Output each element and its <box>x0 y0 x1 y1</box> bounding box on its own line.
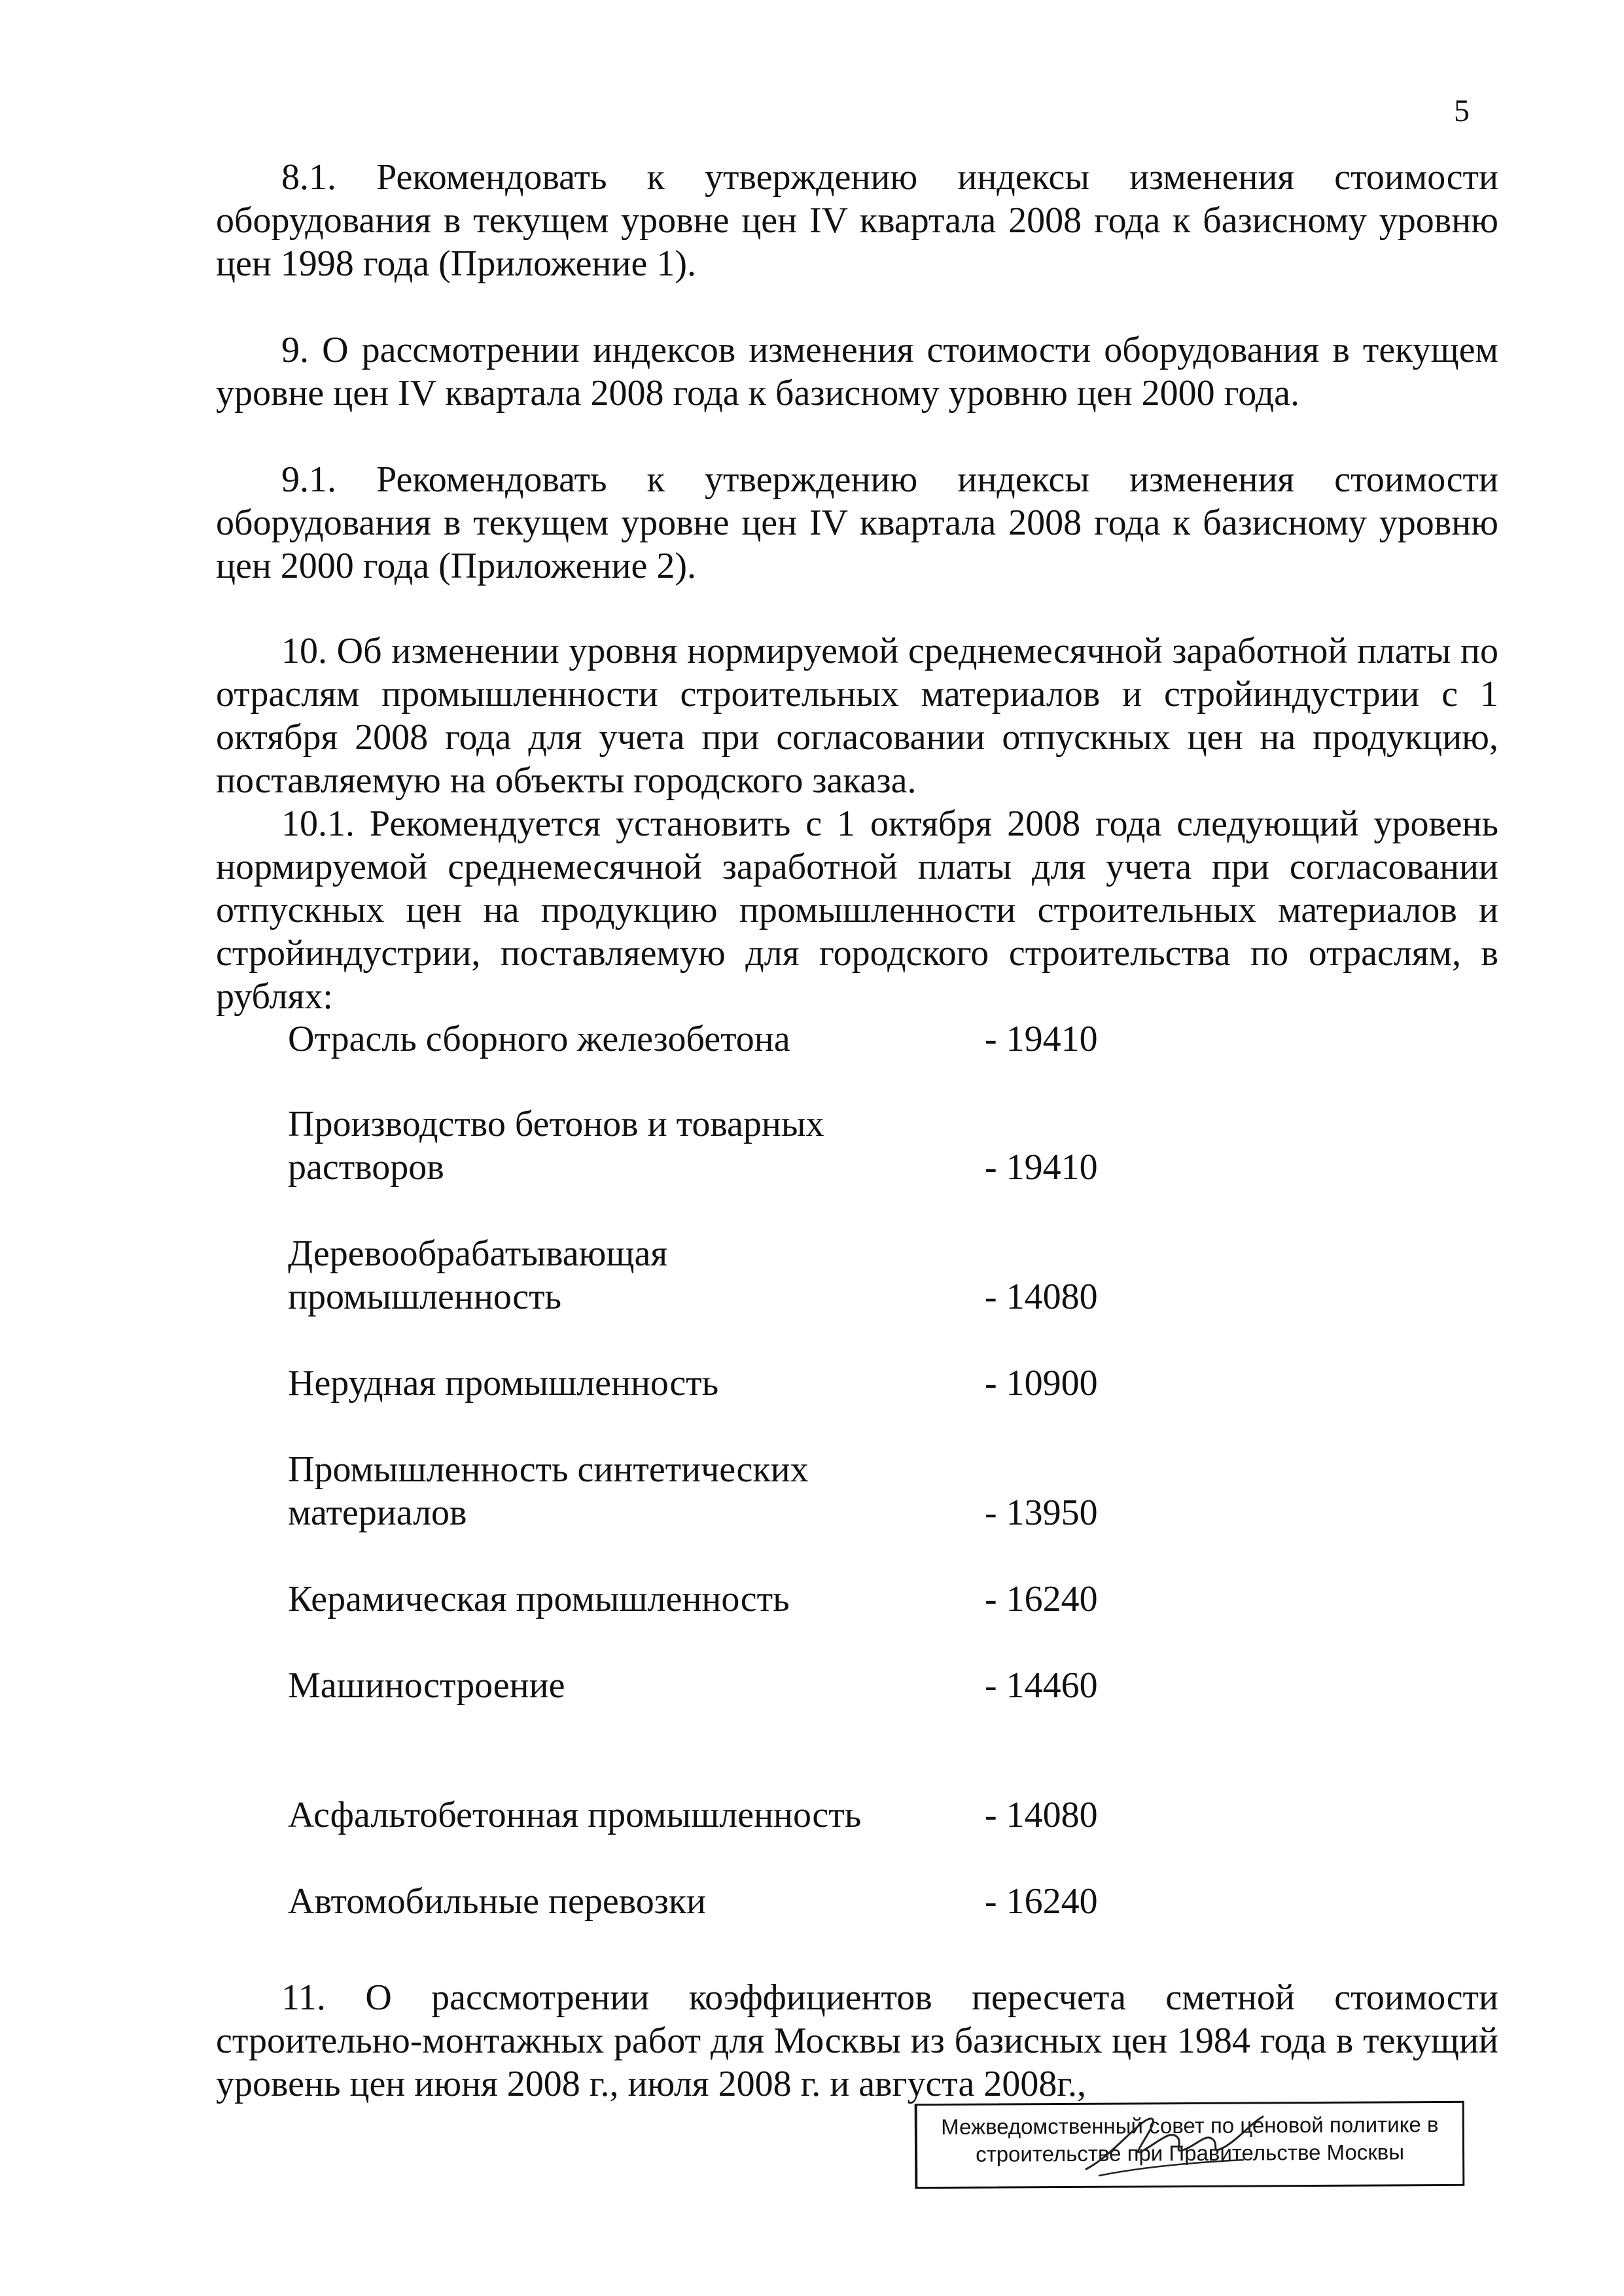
wage-industry: Машиностроение <box>288 1665 565 1706</box>
wage-row <box>288 1103 1204 1189</box>
wage-amount: - 14460 <box>985 1665 1098 1706</box>
wage-industry: Автомобильные перевозки <box>288 1881 707 1922</box>
wage-row <box>288 1232 1204 1318</box>
wage-row <box>288 1017 1204 1061</box>
paragraph-8-1: 8.1. Рекомендовать к утверждению индексы изменения стоимости оборудования в текущем уровне цен IV квартала 2008 года к базисному уровню цен 1998 года (Приложение 1). <box>216 157 1498 284</box>
wage-industry: Деревообрабатывающая промышленность <box>288 1233 668 1317</box>
stamp-line-1: Межведомственный совет по ценовой политике в <box>941 2112 1439 2139</box>
wage-amount: - 19410 <box>985 1019 1098 1059</box>
paragraph-10: 10. Об изменении уровня нормируемой среднемесячной заработной платы по отраслям промышленности строительных материалов и стройиндустрии с 1 октября 2008 года для учета при согласовании отпускных цен на продукцию, поставляемую на объекты городского заказа. <box>216 631 1498 801</box>
paragraph-10-1: 10.1. Рекомендуется установить с 1 октября 2008 года следующий уровень нормируемой среднемесячной заработной платы для учета при согласовании отпускных цен на продукцию промышленности строительных материалов и стройиндустрии, поставляемую для городского строительства по отраслям, в рублях: <box>216 804 1498 1017</box>
wage-row <box>288 1578 1204 1621</box>
council-stamp <box>915 2101 1465 2189</box>
wage-industry: Промышленность синтетических материалов <box>288 1449 809 1533</box>
wage-row <box>288 1664 1204 1707</box>
wage-row <box>288 1880 1204 1923</box>
wage-industry: Производство бетонов и товарных растворов <box>288 1104 824 1188</box>
wage-industry: Нерудная промышленность <box>288 1363 719 1404</box>
stamp-line-2: строительстве при Правительстве Москвы <box>976 2140 1405 2166</box>
wage-amount: - 10900 <box>985 1363 1098 1404</box>
wage-industry: Керамическая промышленность <box>288 1579 790 1619</box>
wage-amount: - 14080 <box>985 1795 1098 1835</box>
wage-amount: - 19410 <box>985 1147 1098 1188</box>
wage-industry: Асфальтобетонная промышленность <box>288 1795 862 1835</box>
wage-amount: - 14080 <box>985 1277 1098 1317</box>
paragraph-9: 9. О рассмотрении индексов изменения стоимости оборудования в текущем уровне цен IV квартала 2008 года к базисному уровню цен 2000 года. <box>216 330 1498 414</box>
page-number: 5 <box>1454 94 1470 128</box>
wage-row <box>288 1750 1204 1837</box>
wage-amount: - 16240 <box>985 1881 1098 1922</box>
wage-row <box>288 1448 1204 1534</box>
paragraph-9-1: 9.1. Рекомендовать к утверждению индексы изменения стоимости оборудования в текущем уровне цен IV квартала 2008 года к базисному уровню цен 2000 года (Приложение 2). <box>216 459 1498 586</box>
paragraph-11: 11. О рассмотрении коэффициентов пересчета сметной стоимости строительно-монтажных работ для Москвы из базисных цен 1984 года в текущий уровень цен июня 2008 г., июля 2008 г. и августа 2008г., <box>216 1977 1498 2104</box>
wage-amount: - 13950 <box>985 1492 1098 1533</box>
wage-row <box>288 1362 1204 1405</box>
wage-industry: Отрасль сборного железобетона <box>288 1019 790 1059</box>
wage-amount: - 16240 <box>985 1579 1098 1619</box>
